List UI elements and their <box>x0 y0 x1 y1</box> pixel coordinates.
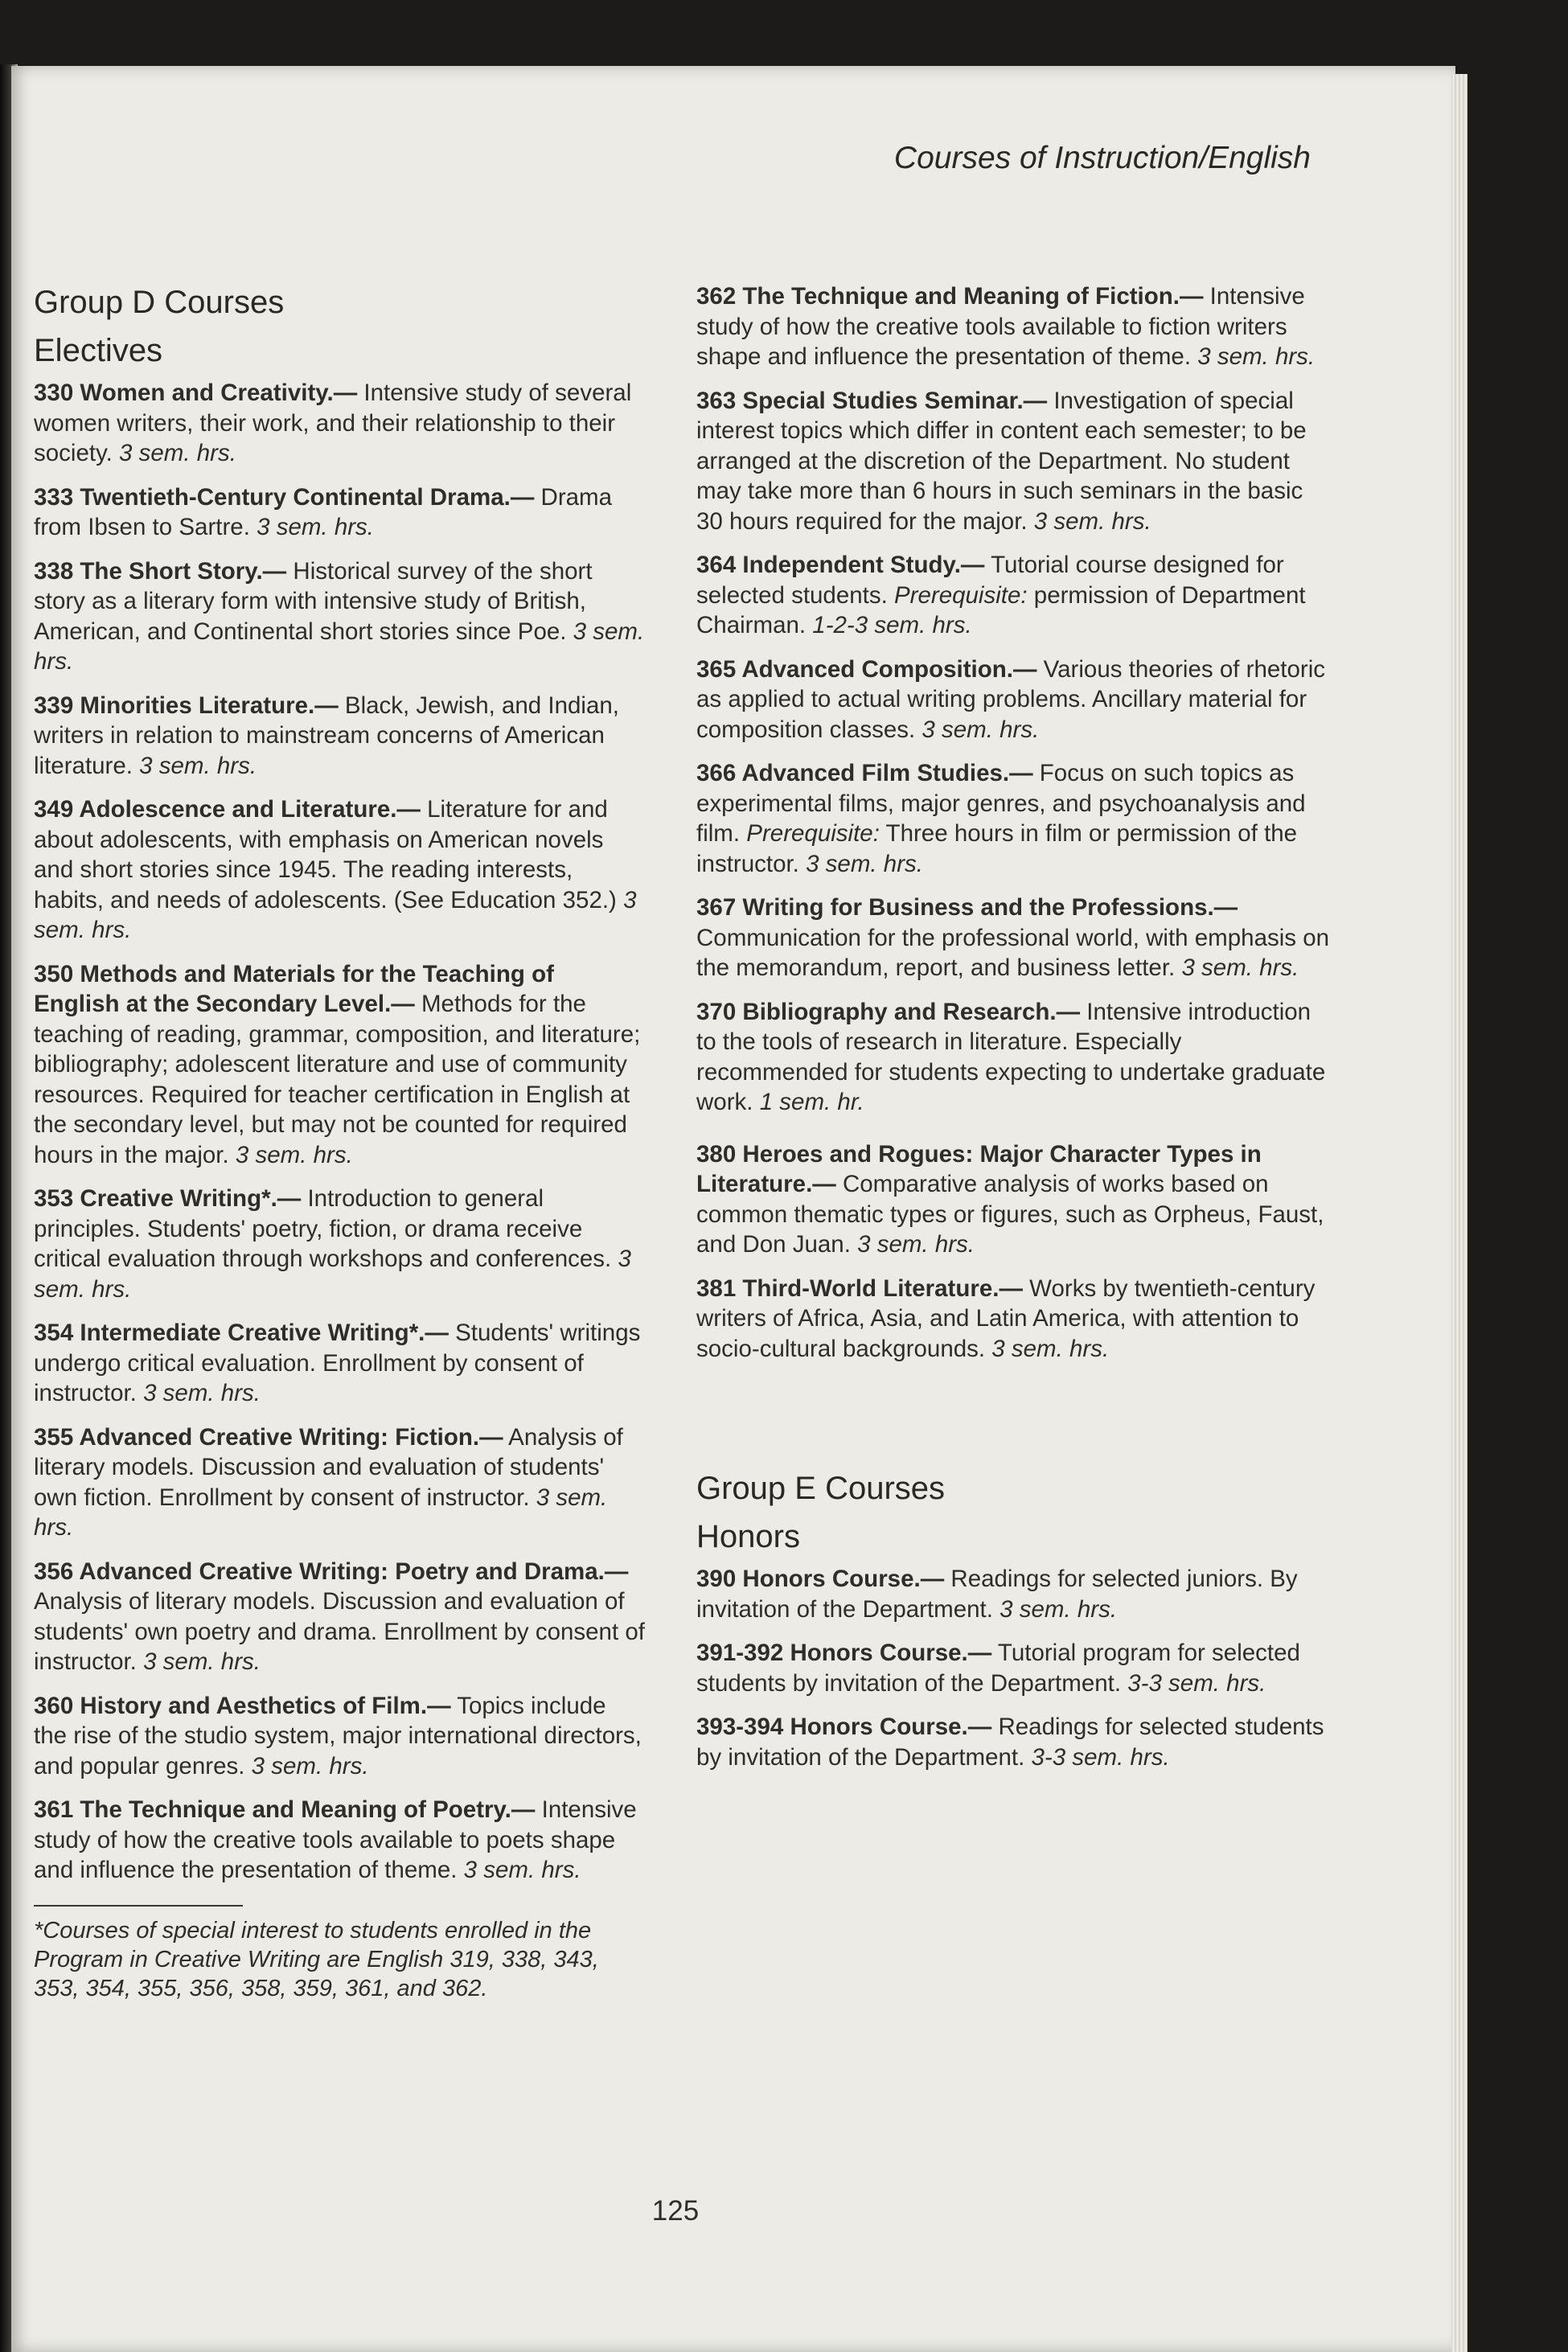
course-description: Black, Jewish, and Indian, writers in relation to mainstream concerns of American literature. <box>34 692 619 779</box>
course-title: 353 Creative Writing*.— <box>34 1185 302 1212</box>
course-description: Literature for and about adolescents, with emphasis on American novels and short stories since 1945. The reading interests, habits, and needs of adolescents. (See Education 352.) <box>34 796 624 913</box>
course-hours: 3 sem. hrs. <box>922 716 1040 743</box>
course-description: Intensive study of how the creative tools available to fiction writers shape and influence the presentation of theme. <box>696 283 1305 370</box>
course-description: Analysis of literary models. Discussion and evaluation of students' own poetry and drama. Enrollment by consent of instructor. <box>34 1588 645 1675</box>
course-title: 365 Advanced Composition.— <box>696 655 1037 683</box>
spacer <box>696 1131 1332 1139</box>
group-e-heading: Group E Courses <box>696 1471 946 1506</box>
course-hours: 3 sem. hrs. <box>1033 507 1151 535</box>
right-column <box>696 281 1332 1786</box>
course-entry <box>696 758 1332 879</box>
course-title: 361 The Technique and Meaning of Poetry.— <box>34 1796 536 1823</box>
course-title: 390 Honors Course.— <box>696 1566 945 1592</box>
course-entry <box>696 1274 1332 1365</box>
course-title: 362 The Technique and Meaning of Fiction.— <box>696 283 1204 310</box>
course-hours: 3 sem. hrs. <box>857 1231 975 1258</box>
course-title: 355 Advanced Creative Writing: Fiction.— <box>34 1423 503 1451</box>
course-entry <box>696 1712 1332 1772</box>
page-number: 125 <box>651 2195 700 2227</box>
course-entry <box>696 1139 1332 1260</box>
course-title: 370 Bibliography and Research.— <box>696 998 1081 1025</box>
course-hours: 3 sem. hrs. <box>143 1380 261 1406</box>
course-entry <box>34 1557 645 1677</box>
course-hours: 3 sem. hrs. <box>34 1484 608 1541</box>
course-title: 391-392 Honors Course.— <box>696 1640 992 1666</box>
course-entry <box>34 1184 645 1304</box>
running-head: Courses of Instruction/English <box>893 141 1311 175</box>
course-description: Readings for selected students by invitation of the Department. <box>696 1714 1324 1771</box>
course-description: Intensive study of how the creative tools available to poets shape and influence the presentation of theme. <box>34 1796 637 1883</box>
course-description: Introduction to general principles. Students' poetry, fiction, or drama receive critical evaluation through workshops and conferences. <box>34 1185 618 1272</box>
course-entry <box>696 1638 1332 1698</box>
course-entry <box>696 550 1332 641</box>
course-title: 380 Heroes and Rogues: Major Character Types in Literature.— <box>696 1140 1262 1197</box>
course-entry <box>34 378 645 469</box>
course-description: Comparative analysis of works based on common thematic types or figures, such as Orpheus, Faust, and Don Juan. <box>696 1171 1324 1258</box>
group-d-heading: Group D Courses <box>34 285 285 320</box>
course-entry <box>34 556 645 677</box>
course-hours: 3-3 sem. hrs. <box>1031 1743 1170 1771</box>
course-hours: 3 sem. hrs. <box>1181 954 1299 981</box>
course-entry <box>696 1564 1332 1624</box>
course-description: Tutorial course designed for selected students. <box>696 552 1284 609</box>
left-column <box>34 281 645 2003</box>
course-title: 350 Methods and Materials for the Teaching of English at the Secondary Level.— <box>34 960 554 1017</box>
course-entry <box>696 386 1332 537</box>
course-hours: 3 sem. hrs. <box>991 1335 1110 1362</box>
course-entry <box>34 794 645 946</box>
course-hours: 3 sem. hrs. <box>806 850 923 877</box>
course-title: 338 The Short Story.— <box>34 557 287 585</box>
course-prerequisite: Prerequisite: <box>746 820 880 847</box>
course-description: Analysis of literary models. Discussion and evaluation of students' own fiction. Enrollment by consent of instructor. <box>34 1423 623 1511</box>
course-title: 381 Third-World Literature.— <box>696 1275 1023 1302</box>
course-prerequisite: Prerequisite: <box>893 581 1028 609</box>
course-description: Various theories of rhetoric as applied to actual writing problems. Ancillary material for composition classes. <box>696 655 1326 743</box>
course-hours: 1 sem. hr. <box>759 1089 864 1115</box>
course-entry <box>34 959 645 1171</box>
course-hours: 3 sem. hrs. <box>34 886 637 943</box>
course-hours: 3 sem. hrs. <box>463 1857 581 1883</box>
course-title: 349 Adolescence and Literature.— <box>34 796 421 823</box>
course-entry <box>696 655 1332 745</box>
course-hours: 3 sem. hrs. <box>119 440 236 466</box>
course-hours: 3 sem. hrs. <box>34 1246 631 1303</box>
course-hours: 3 sem. hrs. <box>251 1752 369 1779</box>
course-title: 366 Advanced Film Studies.— <box>696 760 1033 786</box>
course-title: 333 Twentieth-Century Continental Drama.— <box>34 483 535 511</box>
course-title: 339 Minorities Literature.— <box>34 692 339 719</box>
course-description-continued: permission of Department Chairman. <box>696 581 1306 638</box>
course-hours: 3 sem. hrs. <box>235 1141 353 1168</box>
course-entry <box>34 482 645 543</box>
course-entry <box>34 1318 645 1409</box>
course-title: 356 Advanced Creative Writing: Poetry and Drama.— <box>34 1558 629 1585</box>
course-hours: 3 sem. hrs. <box>34 618 645 675</box>
footnote-divider <box>34 1905 243 1907</box>
course-entry <box>34 1795 645 1886</box>
course-title: 363 Special Studies Seminar.— <box>696 387 1048 414</box>
course-description: Readings for selected juniors. By invitation of the Department. <box>696 1566 1298 1623</box>
course-hours: 3 sem. hrs. <box>1197 343 1316 370</box>
course-title: 364 Independent Study.— <box>696 552 985 578</box>
electives-heading: Electives <box>34 333 163 368</box>
page-edges <box>1451 74 1467 2352</box>
course-description: Students' writings undergo critical evaluation. Enrollment by consent of instructor. <box>34 1320 641 1406</box>
course-description: Intensive introduction to the tools of research in literature. Especially recommended for students expecting to undertake graduate work. <box>696 998 1326 1115</box>
course-entry <box>696 997 1332 1118</box>
course-entry <box>696 281 1332 372</box>
spacer <box>696 1377 1332 1467</box>
course-description: Intensive study of several women writers, their work, and their relationship to their society. <box>34 380 632 466</box>
course-description: Methods for the teaching of reading, grammar, composition, and literature; bibliography; adolescent literature and use of community resources. Required for teacher certification in English at the secondary level, but may not be counted for required hours in the major. <box>34 991 641 1168</box>
course-hours: 3 sem. hrs. <box>143 1648 261 1675</box>
course-hours: 3-3 sem. hrs. <box>1127 1669 1266 1697</box>
course-description: Tutorial program for selected students by invitation of the Department. <box>696 1640 1300 1697</box>
course-hours: 1-2-3 sem. hrs. <box>812 612 972 638</box>
honors-heading: Honors <box>696 1519 800 1554</box>
course-description: Works by twentieth-century writers of Africa, Asia, and Latin America, with attention to socio-cultural backgrounds. <box>696 1275 1316 1362</box>
course-description: Focus on such topics as experimental films, major genres, and psychoanalysis and film. <box>696 760 1306 847</box>
course-entry <box>34 1422 645 1543</box>
course-title: 360 History and Aesthetics of Film.— <box>34 1692 451 1719</box>
course-title: 330 Women and Creativity.— <box>34 380 358 406</box>
course-description: Investigation of special interest topics which differ in content each semester; to be arranged at the discretion of the Department. No student may take more than 6 hours in such seminars in the basic 30 hours required for the major. <box>696 387 1307 535</box>
course-entry <box>34 691 645 782</box>
course-title: 367 Writing for Business and the Professions.— <box>696 894 1238 921</box>
course-description: Historical survey of the short story as a literary form with intensive study of British, American, and Continental short stories since Poe. <box>34 557 593 645</box>
course-hours: 3 sem. hrs. <box>257 514 374 540</box>
course-description-continued: Three hours in film or permission of the instructor. <box>696 820 1298 877</box>
course-entry <box>34 1691 645 1782</box>
course-description: Drama from Ibsen to Sartre. <box>34 483 613 540</box>
footnote: *Courses of special interest to students enrolled in the Program in Creative Writing are English 319, 338, 343, 353, 354, 355, 356, 358, 359, 361, and 362. <box>34 1917 599 2001</box>
course-hours: 3 sem. hrs. <box>999 1595 1118 1623</box>
course-title: 393-394 Honors Course.— <box>696 1714 992 1740</box>
course-hours: 3 sem. hrs. <box>139 752 257 779</box>
course-description: Topics include the rise of the studio system, major international directors, and popular genres. <box>34 1692 642 1779</box>
course-description: Communication for the professional world, with emphasis on the memorandum, report, and business letter. <box>696 924 1330 981</box>
course-title: 354 Intermediate Creative Writing*.— <box>34 1320 449 1346</box>
course-entry <box>696 893 1332 983</box>
